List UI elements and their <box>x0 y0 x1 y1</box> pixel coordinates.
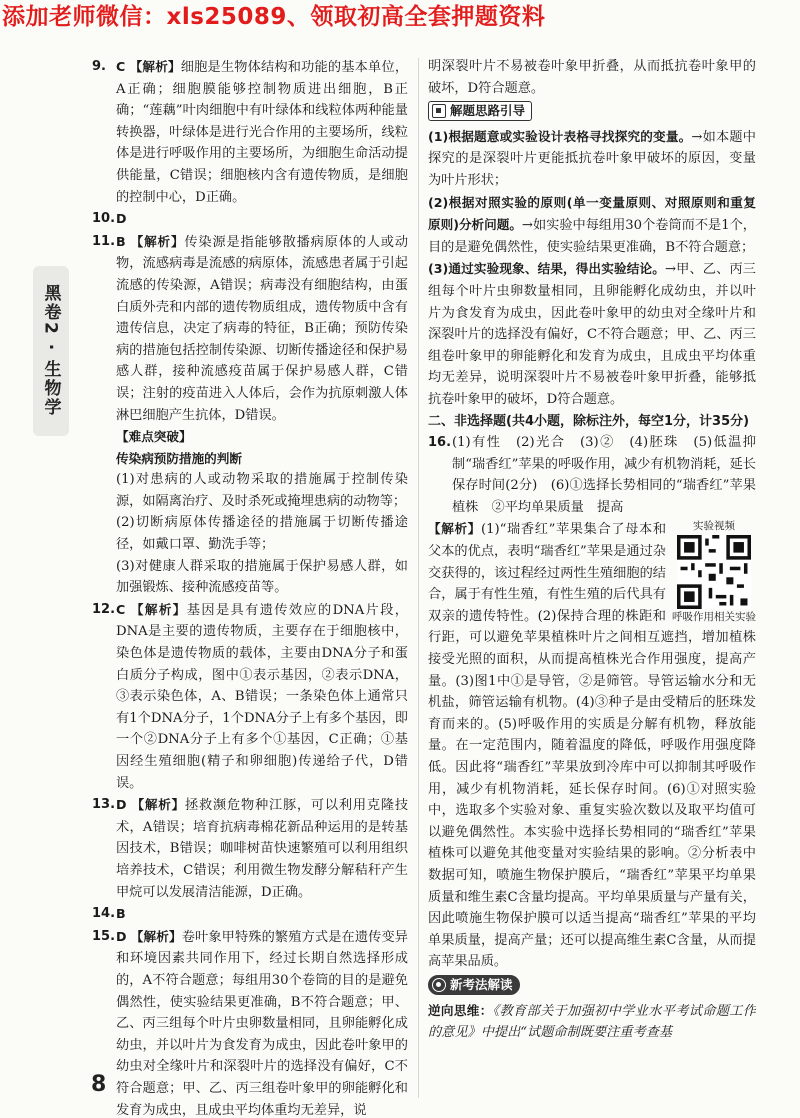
question-number: 13. <box>92 797 116 813</box>
analysis-tag: 【解析】 <box>130 601 187 617</box>
tip-step-heading: (1)根据题意或实验设计表格寻找探究的变量。 <box>428 128 692 144</box>
q16-answer: (1)有性 (2)光合 (3)② (4)胚珠 (5)低温抑制“瑞香红”苹果的呼吸作用，减少有机物消耗，延长保存时间(2分) (6)①选择长势相同的“瑞香红”苹果植株 ②平均单果质量 提高 <box>452 435 756 515</box>
answer-item-15 <box>92 926 408 1118</box>
question-number: 10. <box>92 211 116 227</box>
solution-tip-label: 解题思路引导 <box>450 103 526 119</box>
tip-step <box>428 258 756 410</box>
column-divider <box>418 58 419 1098</box>
tip-step-text: →如本题中探究的是深裂叶片更能抵抗卷叶象甲破坏的原因，变量为叶片形状； <box>428 129 756 188</box>
new-method-label: 新考法解读 <box>450 977 513 993</box>
new-method-tag <box>428 975 520 995</box>
analysis-tag: 【解析】 <box>428 521 481 537</box>
reverse-thinking <box>428 1000 756 1044</box>
side-tab <box>33 266 69 436</box>
difficulty-tag: 【难点突破】 <box>116 429 192 445</box>
answer-item-9 <box>92 56 408 208</box>
answer-item-11 <box>92 231 408 426</box>
analysis-tag: 【解析】 <box>131 797 186 813</box>
analysis-text: 拯救濒危物种江豚，可以利用克隆技术，A错误；培育抗病毒棉花新品种运用的是转基因技术，B错误；咖啡树苗快速繁殖可以利用组织培养技术，C错误；利用微生物发酵分解秸秆产生甲烷可以发展清洁能源，D正确。 <box>116 798 408 900</box>
page-number: 8 <box>91 1072 107 1097</box>
answer-letter: B <box>116 233 126 249</box>
side-tab-label: 黑卷2 · 生物学 <box>40 284 61 418</box>
difficulty-point: (2)切断病原体传播途径的措施属于切断传播途径，如戴口罩、勤洗手等； <box>116 515 408 553</box>
qr-code-block[interactable] <box>672 520 756 624</box>
left-column <box>92 56 408 1118</box>
qr-code-icon[interactable] <box>677 535 751 609</box>
answer-letter: C <box>116 59 126 74</box>
qr-top-label: 实验视频 <box>693 520 735 533</box>
question-number: 11. <box>92 233 116 249</box>
analysis-text: 基因是具有遗传效应的DNA片段，DNA是主要的遗传物质，主要存在于细胞核中，染色体是遗传物质的载体，主要由DNA分子和蛋白质分子构成，图中①表示基因，②表示DNA，③表示染色体，A、B错误；一条染色体上通常只有1个DNA分子，1个DNA分子上有多个基因，即一个②DNA分子上有多个①基因，C正确；①基因经生殖细胞(精子和卵细胞)传递给子代，D错误。 <box>116 602 408 791</box>
answer-item-12 <box>92 599 408 794</box>
analysis-text: 卷叶象甲特殊的繁殖方式是在遗传变异和环境因素共同作用下，经过长期自然选择形成的，A不符合题意；每组用30个卷筒的目的是避免偶然性，使实验结果更准确，B不符合题意；甲、乙、丙三组每个叶片虫卵数量相同，且卵能孵化成幼虫，并以叶片为食发育为成虫，因此卷叶象甲的幼虫对全缘叶片和深裂叶片的选择没有偏好，C不符合题意；甲、乙、丙三组卷叶象甲的卵能孵化和发育为成虫，且成虫平均体重均无差异，说 <box>116 929 408 1118</box>
bulb-icon <box>432 978 446 992</box>
tip-step-heading: (2)根据对照实验的原则(单一变量原则、对照原则和重复原则)分析问题。 <box>428 194 756 233</box>
analysis-tag: 【解析】 <box>129 59 181 74</box>
right-column <box>428 56 756 1044</box>
analysis-tag: 【解析】 <box>130 928 182 944</box>
tip-step-text: →如实验中每组用30个卷筒而不是1个，目的是避免偶然性，使实验结果更准确，B不符合题意； <box>428 218 756 255</box>
answer-letter: C <box>116 601 126 617</box>
analysis-text: 细胞是生物体结构和功能的基本单位，A正确；细胞膜能够控制物质进出细胞，B正确；“莲藕”叶肉细胞中有叶绿体和线粒体两种能量转换器，叶绿体是进行光合作用的主要场所，线粒体是进行呼吸作用的主要场所，为细胞生命活动提供能量，C错误；细胞核内含有遗传物质，是细胞的控制中心，D正确。 <box>116 60 408 205</box>
tip-step <box>428 192 756 259</box>
question-number: 16. <box>428 435 452 451</box>
analysis-text: 传染源是指能够散播病原体的人或动物，流感病毒是流感的病原体，流感患者属于引起流感的传染源，A错误；病毒没有细胞结构，由蛋白质外壳和内部的遗传物质组成，遗传物质中含有遗传信息，决定了病毒的特征，B正确；预防传染病的措施包括控制传染源、切断传播途径和保护易感人群，接种流感疫苗属于保护易感人群，C错误；注射的疫苗进入人体后，会作为抗原刺激人体淋巴细胞产生抗体，D错误。 <box>116 234 408 423</box>
question-number: 9. <box>92 59 106 74</box>
question-number: 14. <box>92 906 116 922</box>
answer-letter: D <box>116 797 127 813</box>
answer-item-14 <box>92 903 408 926</box>
tip-step-text: →甲、乙、丙三组每个叶片虫卵数量相同，且卵能孵化成幼虫，并以叶片为食发育为成虫，因此卷叶象甲的幼虫对全缘叶片和深裂叶片的选择没有偏好，C不符合题意；甲、乙、丙三组卷叶象甲的卵能孵化和发育为成虫，且成虫平均体重均无差异，说明深裂叶片不易被卷叶象甲折叠，能够抵抗卷叶象甲的破坏，D符合题意。 <box>428 262 756 407</box>
answer-letter: D <box>116 928 127 944</box>
reverse-thinking-heading: 逆向思维： <box>428 1002 493 1018</box>
analysis-text: (1)“瑞香红”苹果集合了母本和父本的优点，表明“瑞香红”苹果是通过杂交获得的，该过程经过两性生殖细胞的结合，属于有性生殖，有性生殖的后代具有双亲的遗传特性。(2)保持合理的株距和行距，可以避免苹果植株叶片之间相互遮挡，增加植株接受光照的面积，从而提高植株光合作用强度，提高产量。(3)图1中①是导管，②是筛管。导管运输水分和无机盐，筛管运输有机物。(4)③种子是由受精后的胚珠发育而来的。(5)呼吸作用的实质是分解有机物，释放能量。在一定范围内，随着温度的降低，呼吸作用强度降低。因此将“瑞香红”苹果放到冷库中可以抑制其呼吸作用，减少有机物消耗，延长保存时间。(6)①对照实验中，选取多个实验对象、重复实验次数以及取平均值可以避免偶然性。本实验中选择长势相同的“瑞香红”苹果植株可以避免其他变量对实验结果的影响。②分析表中数据可知，喷施生物保护膜后，“瑞香红”苹果平均单果质量和维生素C含量均提高。平均单果质量与产量有关，因此喷施生物保护膜可以适当提高“瑞香红”苹果的平均单果质量，提高产量；还可以提高维生素C含量，从而提高苹果品质。 <box>428 522 756 970</box>
answer-item-16 <box>428 432 756 518</box>
question-number: 12. <box>92 601 116 617</box>
answer-letter: D <box>116 211 127 227</box>
qr-bottom-label: 呼吸作用相关实验 <box>672 611 756 624</box>
answer-item-13 <box>92 794 408 903</box>
solution-tip-tag <box>428 101 532 121</box>
answer-letter: B <box>116 906 126 922</box>
reverse-thinking-text: 《教育部关于加强初中学业水平考试命题工作的意见》中提出“试题命制既要注重考查基 <box>428 1003 756 1041</box>
difficulty-point: (3)对健康人群采取的措施属于保护易感人群，如加强锻炼、接种流感疫苗等。 <box>116 558 408 596</box>
analysis-tag: 【解析】 <box>130 233 185 249</box>
q15-continuation: 明深裂叶片不易被卷叶象甲折叠，从而抵抗卷叶象甲的破坏，D符合题意。 <box>428 59 756 96</box>
section-heading: 二、非选择题(共4小题，除标注外，每空1分，计35分) <box>428 413 750 429</box>
watermark-banner: 添加老师微信：xls25089、领取初高全套押题资料 <box>2 4 546 30</box>
answer-item-10 <box>92 208 408 231</box>
difficulty-subtitle: 传染病预防措施的判断 <box>116 450 242 466</box>
question-number: 15. <box>92 928 116 944</box>
q16-analysis <box>428 518 756 972</box>
tip-icon <box>432 104 446 118</box>
tip-step-heading: (3)通过实验现象、结果，得出实验结论。 <box>428 261 665 277</box>
difficulty-point: (1)对患病的人或动物采取的措施属于控制传染源，如隔离治疗、及时杀死或掩埋患病的动物等； <box>116 472 408 509</box>
tip-step <box>428 126 756 192</box>
